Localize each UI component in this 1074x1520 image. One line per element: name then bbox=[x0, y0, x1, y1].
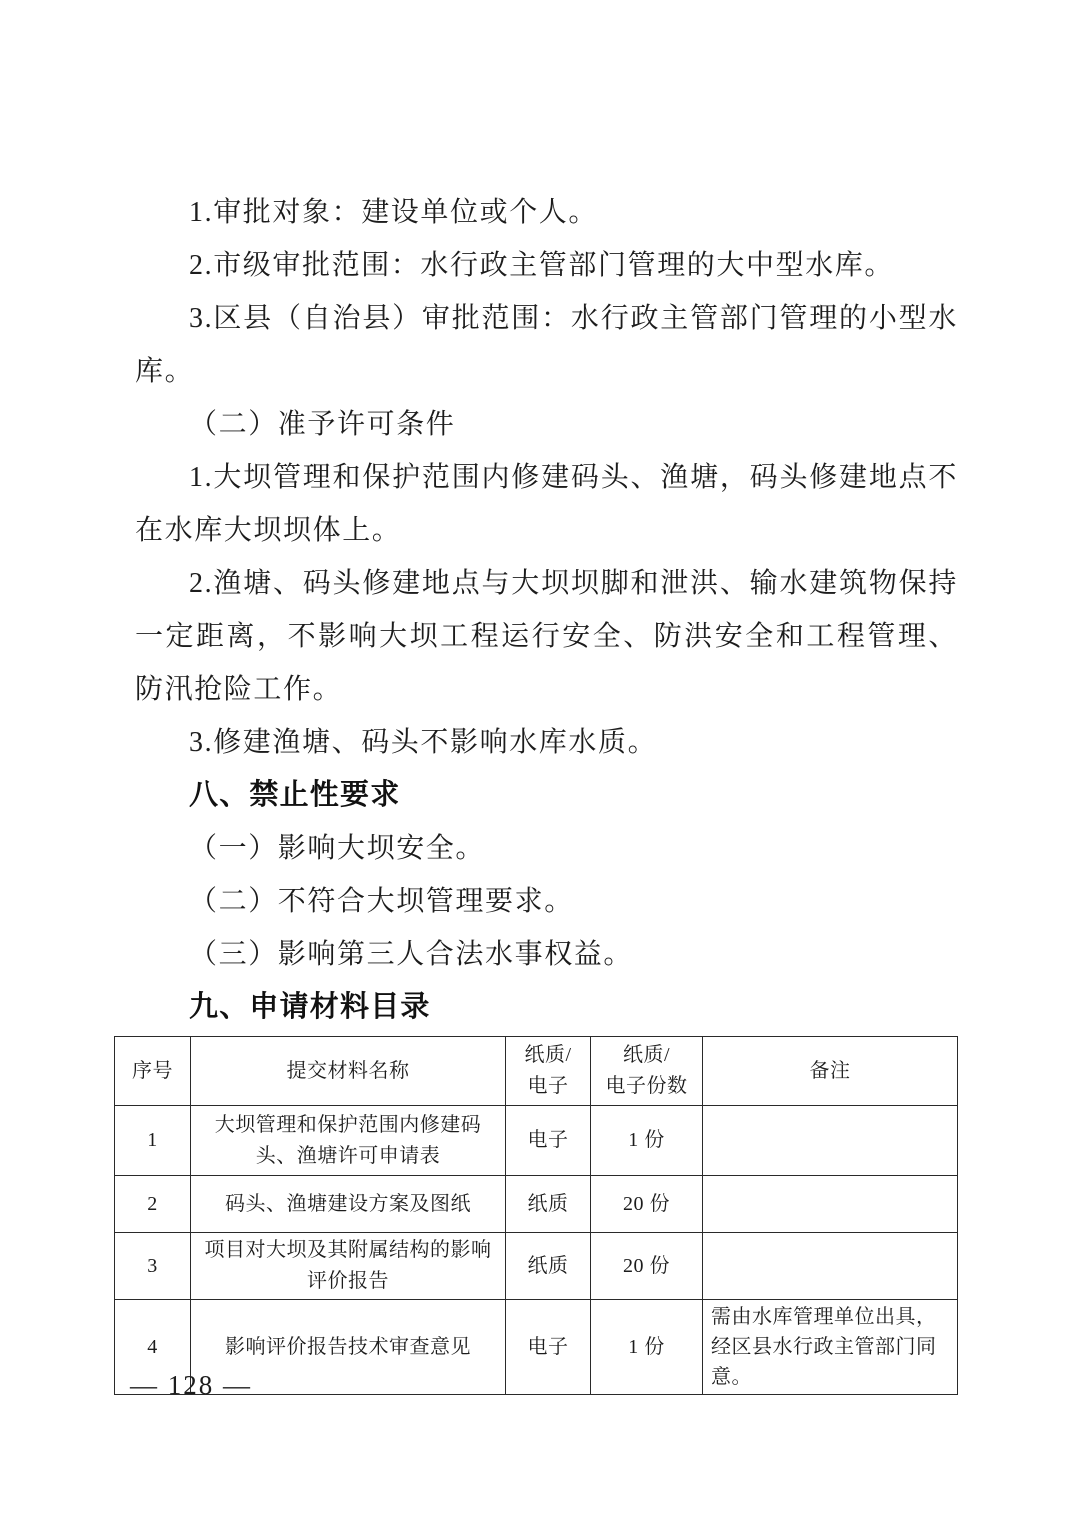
cell-remarks bbox=[703, 1106, 958, 1176]
cell-medium: 纸质 bbox=[506, 1176, 591, 1233]
cell-material: 码头、渔塘建设方案及图纸 bbox=[191, 1176, 506, 1233]
header-material-name-label: 提交材料名称 bbox=[286, 1059, 410, 1082]
paragraph-prohibition-2: （二）不符合大坝管理要求。 bbox=[189, 886, 574, 917]
paragraph-condition-1: 1.大坝管理和保护范围内修建码头、渔塘，码头修建地点不在水库大坝坝体上。 bbox=[135, 462, 958, 546]
header-cell-index bbox=[115, 1037, 191, 1106]
header-medium-line2: 电子 bbox=[527, 1075, 569, 1097]
paragraph-prohibition-1: （一）影响大坝安全。 bbox=[189, 833, 486, 864]
cell-copies: 20 份 bbox=[591, 1233, 703, 1300]
application-materials-table bbox=[114, 1036, 958, 1395]
header-medium-line1: 纸质/ bbox=[524, 1044, 572, 1066]
cell-copies: 20 份 bbox=[591, 1176, 703, 1233]
table-header-row bbox=[115, 1037, 958, 1106]
paragraph-city-scope: 2.市级审批范围：水行政主管部门管理的大中型水库。 bbox=[189, 250, 895, 281]
cell-material: 影响评价报告技术审查意见 bbox=[191, 1300, 506, 1395]
cell-copies: 1 份 bbox=[591, 1106, 703, 1176]
header-cell-medium bbox=[506, 1037, 591, 1106]
table-row bbox=[115, 1176, 958, 1233]
cell-material: 项目对大坝及其附属结构的影响评价报告 bbox=[191, 1233, 506, 1300]
page-number: — 128 — bbox=[130, 1370, 252, 1400]
cell-index: 3 bbox=[115, 1233, 191, 1300]
paragraph-prohibition-3: （三）影响第三人合法水事权益。 bbox=[189, 939, 634, 970]
cell-index: 4 bbox=[115, 1300, 191, 1395]
header-copies-line1: 纸质/ bbox=[622, 1044, 671, 1066]
paragraph-condition-2: 2.渔塘、码头修建地点与大坝坝脚和泄洪、输水建筑物保持一定距离，不影响大坝工程运行安全、防洪安全和工程管理、防汛抢险工作。 bbox=[135, 568, 958, 705]
paragraph-county-scope: 3.区县（自治县）审批范围：水行政主管部门管理的小型水库。 bbox=[135, 303, 958, 387]
body-text bbox=[135, 186, 958, 1034]
header-cell-copies bbox=[591, 1037, 703, 1106]
cell-index: 2 bbox=[115, 1176, 191, 1233]
paragraph-approval-target: 1.审批对象：建设单位或个人。 bbox=[189, 197, 599, 228]
header-remarks-label: 备注 bbox=[809, 1059, 851, 1082]
cell-remarks: 需由水库管理单位出具，经区县水行政主管部门同意。 bbox=[703, 1300, 958, 1395]
paragraph-condition-3: 3.修建渔塘、码头不影响水库水质。 bbox=[189, 727, 658, 758]
cell-material: 大坝管理和保护范围内修建码头、渔塘许可申请表 bbox=[191, 1106, 506, 1176]
cell-medium: 电子 bbox=[506, 1106, 591, 1176]
section-heading-prohibitions: 八、禁止性要求 bbox=[189, 779, 401, 811]
cell-remarks bbox=[703, 1176, 958, 1233]
header-cell-remarks bbox=[703, 1037, 958, 1106]
cell-medium: 电子 bbox=[506, 1300, 591, 1395]
table-row bbox=[115, 1233, 958, 1300]
table-row bbox=[115, 1106, 958, 1176]
cell-medium: 纸质 bbox=[506, 1233, 591, 1300]
cell-copies: 1 份 bbox=[591, 1300, 703, 1395]
cell-index: 1 bbox=[115, 1106, 191, 1176]
header-index-label: 序号 bbox=[132, 1059, 173, 1082]
section-heading-materials: 九、申请材料目录 bbox=[189, 991, 431, 1023]
paragraph-permit-conditions: （二）准予许可条件 bbox=[189, 409, 456, 440]
cell-remarks bbox=[703, 1233, 958, 1300]
header-copies-line2: 电子份数 bbox=[605, 1075, 688, 1097]
header-cell-material-name bbox=[191, 1037, 506, 1106]
